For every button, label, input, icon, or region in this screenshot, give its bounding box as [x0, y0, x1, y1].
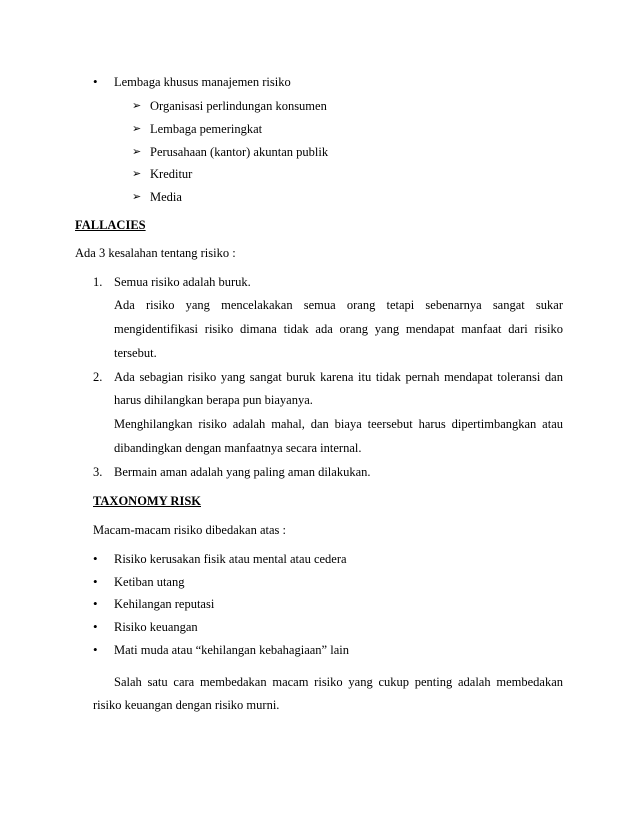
bullet-icon: • — [93, 596, 98, 611]
bullet-icon: • — [93, 74, 98, 89]
list-item: Mati muda atau “kehilangan kebahagiaan” lain — [114, 643, 349, 657]
arrow-bullet-icon: ➢ — [132, 100, 142, 112]
bullet-icon: • — [93, 619, 98, 634]
list-title: Lembaga khusus manajemen risiko — [114, 75, 291, 89]
arrow-bullet-icon: ➢ — [132, 146, 142, 158]
item-title: Semua risiko adalah buruk. — [114, 275, 251, 289]
item-number: 1. — [93, 275, 103, 289]
list-item: Kehilangan reputasi — [114, 597, 215, 611]
list-item: Perusahaan (kantor) akuntan publik — [150, 145, 329, 159]
arrow-bullet-icon: ➢ — [132, 123, 142, 135]
paragraph-line: risiko keuangan dengan risiko murni. — [93, 698, 280, 712]
paragraph-line: Menghilangkan risiko adalah mahal, dan biaya teersebut harus dipertimbangkan atau — [114, 417, 563, 431]
paragraph-line: Salah satu cara membedakan macam risiko yang cukup penting adalah membedakan — [114, 675, 563, 689]
paragraph-line: tersebut. — [114, 346, 157, 360]
arrow-bullet-icon: ➢ — [132, 168, 142, 180]
list-item: Risiko kerusakan fisik atau mental atau cedera — [114, 552, 347, 566]
section-intro: Macam-macam risiko dibedakan atas : — [93, 523, 286, 537]
arrow-bullet-icon: ➢ — [132, 191, 142, 203]
paragraph-line: Ada risiko yang mencelakakan semua orang tetapi sebenarnya sangat sukar — [114, 298, 563, 312]
list-item: Organisasi perlindungan konsumen — [150, 99, 327, 113]
section-intro: Ada 3 kesalahan tentang risiko : — [75, 246, 236, 260]
list-item: Kreditur — [150, 167, 193, 181]
section-heading: TAXONOMY RISK — [93, 494, 201, 508]
paragraph-line: mengidentifikasi risiko dimana tidak ada orang yang mendapat manfaat dari risiko — [114, 322, 563, 336]
list-item: Lembaga pemeringkat — [150, 122, 263, 136]
paragraph-line: dibandingkan dengan manfaatnya secara internal. — [114, 441, 362, 455]
list-item: Ketiban utang — [114, 575, 185, 589]
bullet-icon: • — [93, 642, 98, 657]
bullet-icon: • — [93, 574, 98, 589]
list-item: Media — [150, 190, 182, 204]
paragraph-line: harus dihilangkan berapa pun biayanya. — [114, 393, 313, 407]
bullet-icon: • — [93, 551, 98, 566]
item-number: 2. — [93, 370, 103, 384]
section-heading: FALLACIES — [75, 218, 146, 232]
list-item: Risiko keuangan — [114, 620, 198, 634]
item-number: 3. — [93, 465, 103, 479]
paragraph-line: Bermain aman adalah yang paling aman dilakukan. — [114, 465, 371, 479]
paragraph-line: Ada sebagian risiko yang sangat buruk karena itu tidak pernah mendapat toleransi dan — [114, 370, 563, 384]
